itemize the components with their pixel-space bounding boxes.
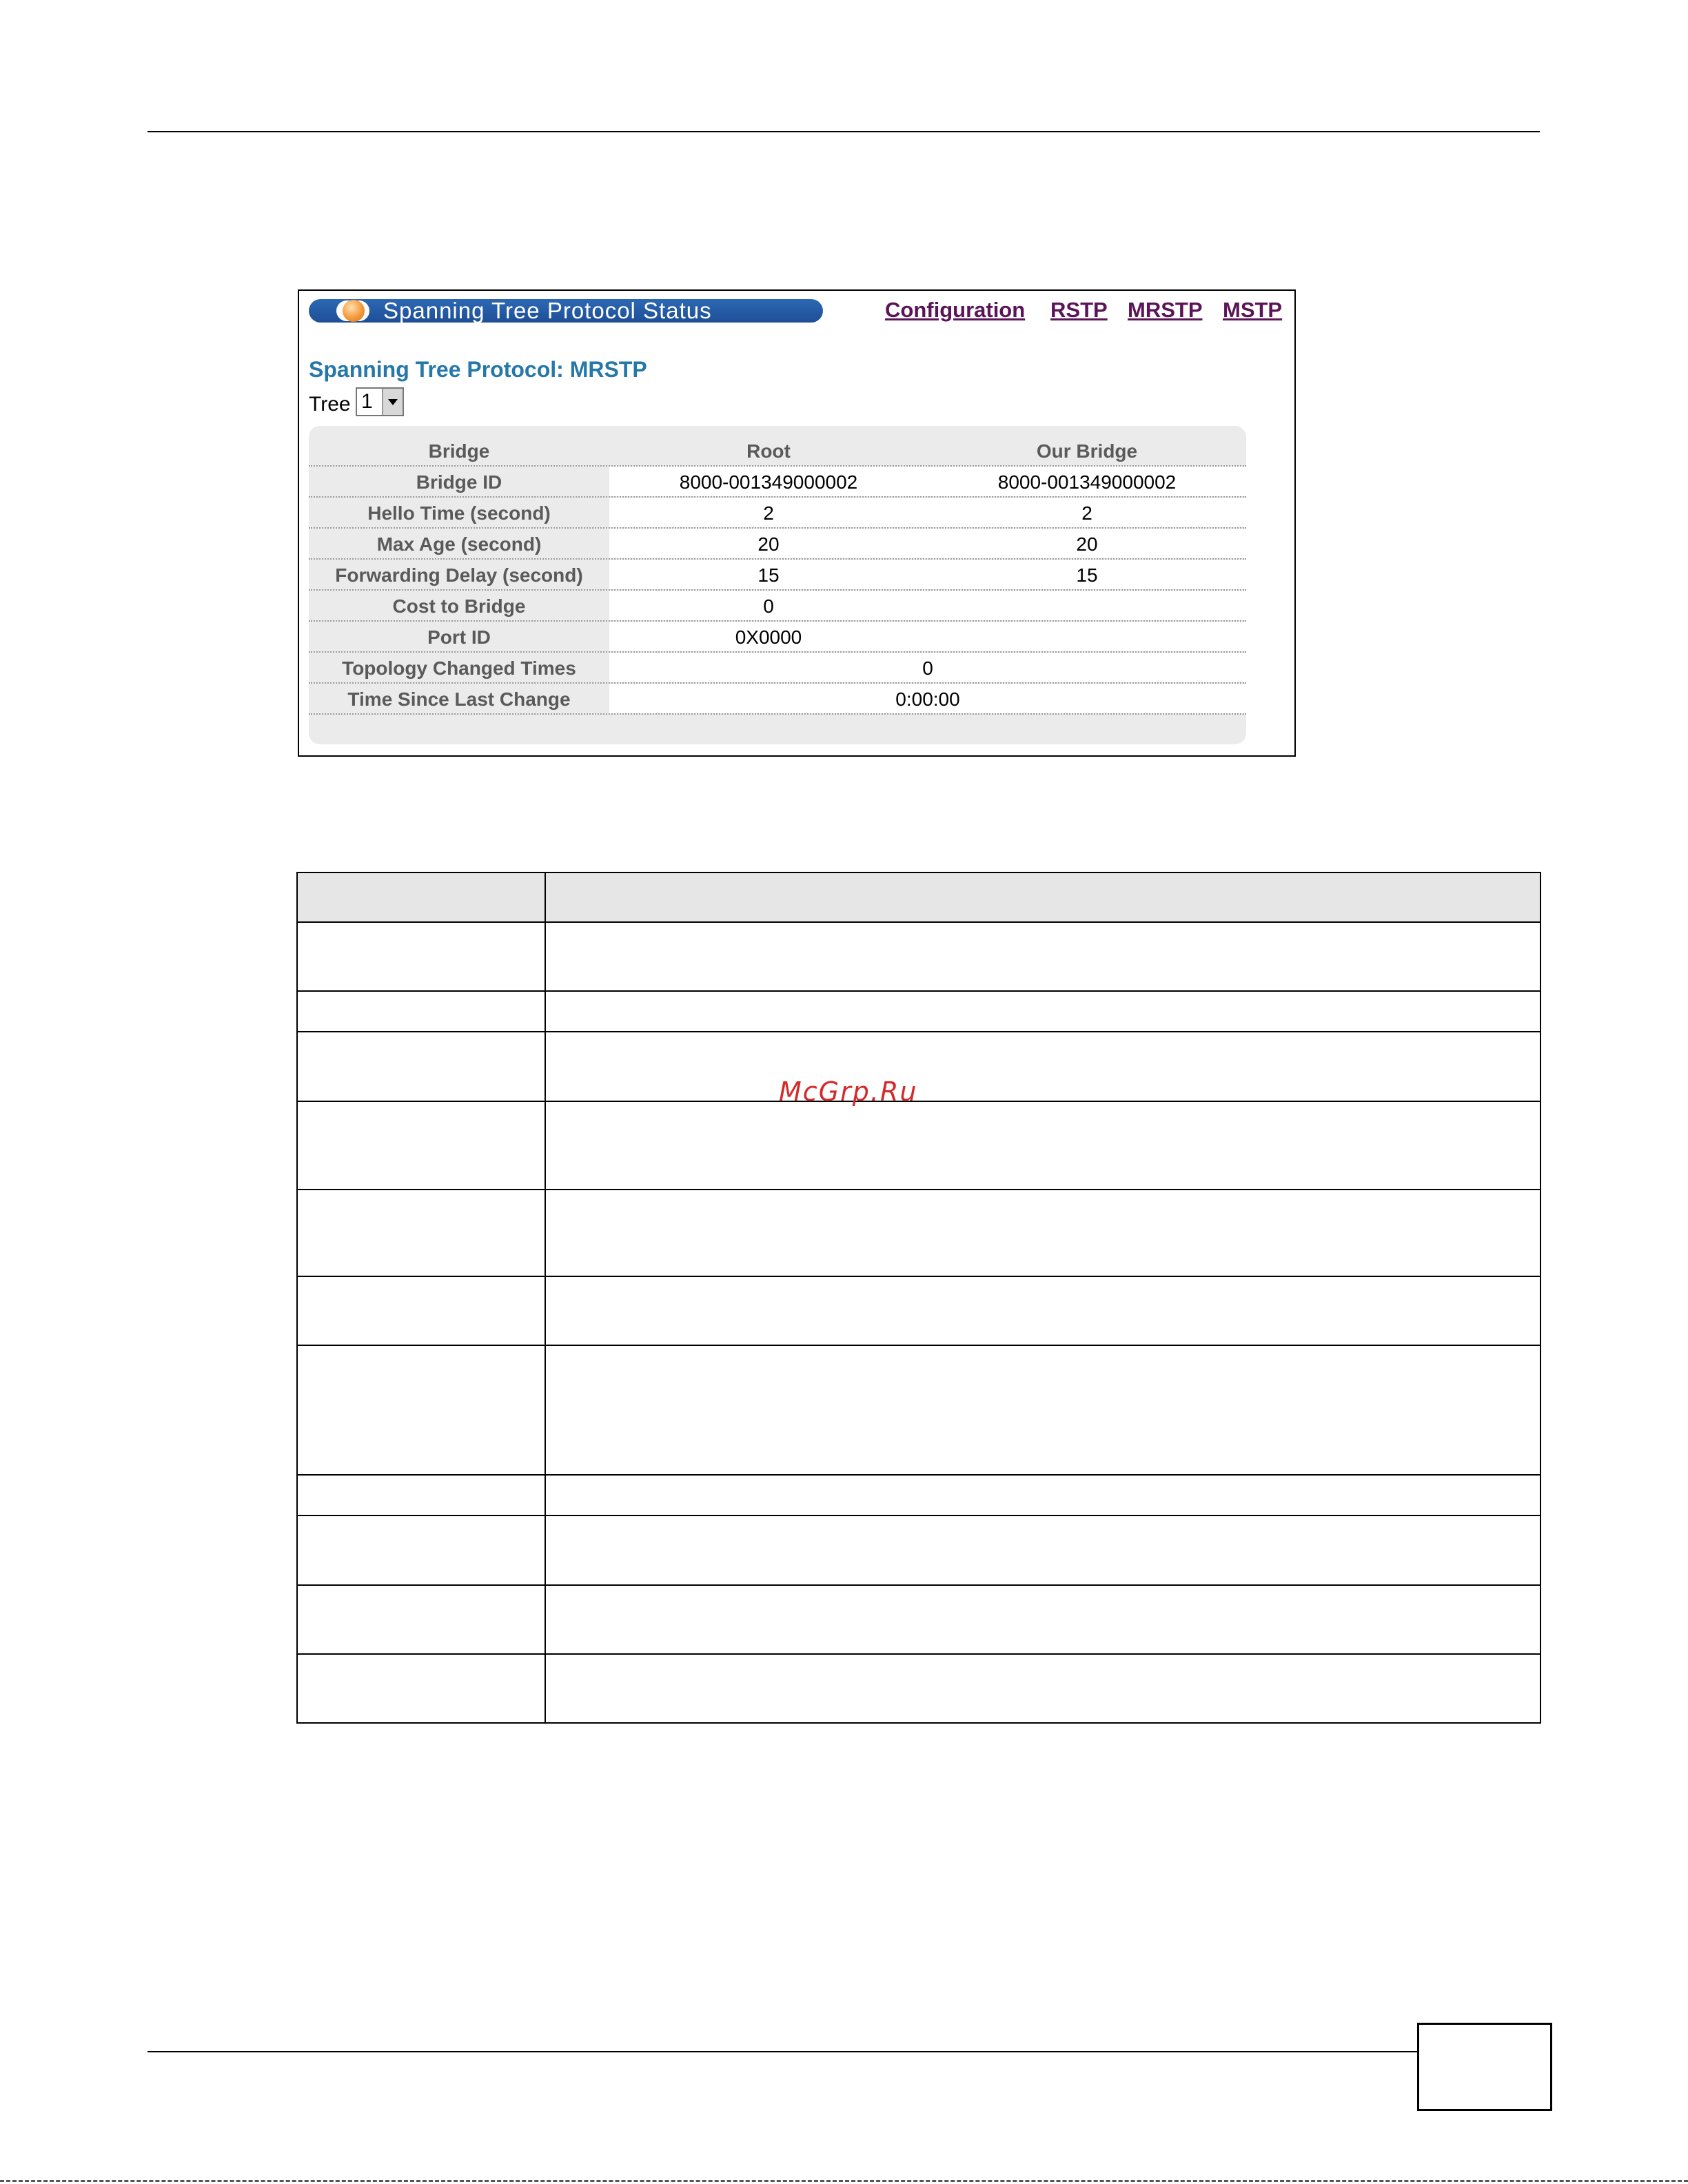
table-row [297, 1190, 1540, 1276]
description-cell [545, 1032, 1540, 1101]
spanning-value: 0 [922, 657, 933, 679]
label-cell [297, 1515, 545, 1584]
description-cell [545, 1190, 1540, 1276]
table-row [297, 1276, 1540, 1345]
root-value: 8000-001349000002 [679, 471, 858, 493]
root-value: 0X0000 [735, 626, 802, 648]
header-root: Root [746, 440, 791, 462]
table-row [297, 1585, 1540, 1654]
row-label: Topology Changed Times [342, 657, 576, 679]
table-row [297, 1345, 1540, 1475]
root-value: 15 [757, 564, 780, 586]
description-cell [545, 1654, 1540, 1723]
table-row [309, 591, 1246, 622]
mrstp-link[interactable]: MRSTP [1128, 298, 1203, 322]
row-label: Forwarding Delay (second) [335, 564, 583, 586]
row-label: Bridge ID [416, 471, 502, 493]
tree-select[interactable] [356, 387, 404, 416]
our-bridge-value: 20 [1076, 533, 1098, 555]
table-row [309, 560, 1246, 591]
label-cell [297, 1475, 545, 1515]
label-cell [297, 1101, 545, 1190]
tree-label: Tree [309, 393, 351, 416]
table-row [297, 1101, 1540, 1190]
description-table [296, 872, 1541, 1724]
label-cell [297, 1345, 545, 1475]
label-cell [297, 1654, 545, 1723]
label-cell [297, 991, 545, 1032]
description-cell [545, 922, 1540, 991]
label-cell [297, 1032, 545, 1101]
table-row [309, 684, 1246, 715]
title-text: Spanning Tree Protocol Status [383, 298, 712, 323]
table-row [297, 991, 1540, 1032]
mstp-link[interactable]: MSTP [1223, 298, 1283, 322]
spanning-value: 0:00:00 [895, 688, 960, 710]
footer-divider [0, 2180, 1688, 2182]
header-bridge: Bridge [428, 440, 490, 462]
root-value: 2 [763, 502, 774, 524]
description-cell [545, 1475, 1540, 1515]
label-cell [297, 1276, 545, 1345]
page-number-box [1417, 2023, 1552, 2111]
row-label: Max Age (second) [376, 533, 542, 555]
description-cell [545, 991, 1540, 1032]
table-row [309, 622, 1246, 653]
label-cell [297, 922, 545, 991]
our-bridge-value: 15 [1076, 564, 1098, 586]
bottom-rule [148, 2051, 1417, 2052]
row-label: Hello Time (second) [367, 502, 551, 524]
label-cell [297, 1585, 545, 1654]
table-header-row [297, 872, 1540, 922]
table-row [297, 1654, 1540, 1723]
root-value: 0 [763, 595, 774, 617]
description-cell [545, 1345, 1540, 1475]
configuration-link[interactable]: Configuration [885, 298, 1026, 322]
table-row [309, 467, 1246, 498]
description-cell [545, 1515, 1540, 1584]
orb-icon [336, 300, 369, 321]
header-our-bridge: Our Bridge [1036, 440, 1138, 462]
row-label: Time Since Last Change [347, 688, 571, 710]
description-cell [545, 1276, 1540, 1345]
status-table [309, 426, 1246, 744]
label-cell [297, 1190, 545, 1276]
table-row [309, 498, 1246, 529]
table-row [309, 529, 1246, 560]
table-row [297, 1515, 1540, 1584]
our-bridge-value: 2 [1081, 502, 1092, 524]
watermark: McGrp.Ru [779, 1076, 918, 1107]
description-cell [545, 1585, 1540, 1654]
stp-status-screenshot [298, 289, 1296, 757]
rstp-link[interactable]: RSTP [1050, 298, 1108, 322]
top-rule [148, 131, 1540, 132]
table-row [297, 1032, 1540, 1101]
section-heading: Spanning Tree Protocol: MRSTP [309, 357, 647, 382]
tree-select-value: 1 [361, 390, 373, 413]
table-row [297, 1475, 1540, 1515]
table-row [309, 653, 1246, 684]
description-cell [545, 1101, 1540, 1190]
row-label: Cost to Bridge [392, 595, 526, 617]
our-bridge-value: 8000-001349000002 [997, 471, 1177, 493]
table-row [297, 922, 1540, 991]
row-label: Port ID [427, 626, 491, 648]
header-cell [545, 872, 1540, 922]
root-value: 20 [757, 533, 780, 555]
title-bar [309, 299, 823, 323]
table-header-row [309, 436, 1246, 467]
chevron-down-icon[interactable] [382, 389, 403, 415]
header-cell [297, 872, 545, 922]
